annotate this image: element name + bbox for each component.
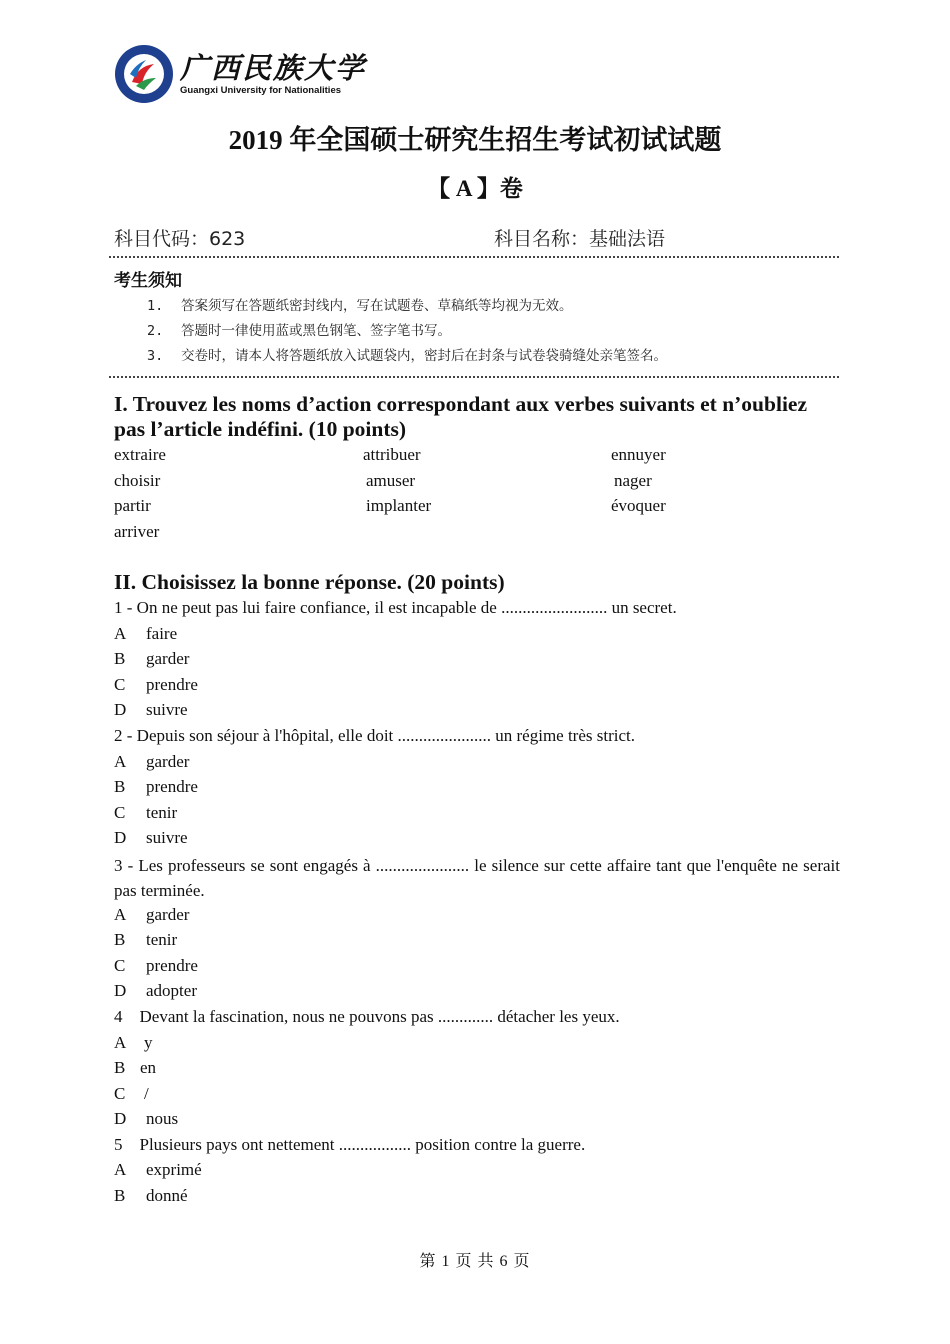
answer-option: A y: [114, 1033, 153, 1052]
verb-word: choisir: [114, 471, 161, 490]
answer-option: C tenir: [114, 803, 178, 822]
answer-option: D nous: [114, 1109, 179, 1128]
verb-word: extraire: [114, 445, 166, 464]
answer-option: B en: [114, 1058, 157, 1077]
answer-option: D suivre: [114, 700, 188, 719]
university-emblem-icon: [114, 44, 174, 104]
notice-heading: 考生须知: [114, 271, 182, 291]
question-text: 3 - Les professeurs se sont engagés à ...................... le silence sur cette affaire tant que l'enquête ne serait pas terminée.: [114, 856, 840, 900]
verb-word: partir: [114, 496, 151, 515]
section2-heading: II. Choisissez la bonne réponse. (20 points): [114, 570, 505, 594]
dotted-divider: [109, 376, 839, 378]
verb-word: nager: [614, 471, 652, 490]
answer-option: B donné: [114, 1186, 188, 1205]
notice-item: 1. 答案须写在答题纸密封线内，写在试题卷、草稿纸等均视为无效。: [147, 298, 573, 314]
verb-word: attribuer: [363, 445, 421, 464]
exam-title: 2019 年全国硕士研究生招生考试初试试题: [228, 125, 722, 155]
verb-word: implanter: [366, 496, 432, 515]
question-text: 5 Plusieurs pays ont nettement ................. position contre la guerre.: [114, 1135, 586, 1154]
answer-option: C /: [114, 1084, 149, 1103]
question-text: 4 Devant la fascination, nous ne pouvons pas ............. détacher les yeux.: [114, 1007, 620, 1026]
answer-option: D adopter: [114, 981, 197, 1000]
notice-item: 3. 交卷时，请本人将答题纸放入试题袋内，密封后在封条与试卷袋骑缝处亲笔签名。: [147, 348, 667, 364]
answer-option: A faire: [114, 624, 178, 643]
verb-word: amuser: [366, 471, 416, 490]
verb-word: évoquer: [611, 496, 666, 515]
verb-word: ennuyer: [611, 445, 666, 464]
subject-name: 科目名称：基础法语: [494, 228, 666, 250]
question-text: 2 - Depuis son séjour à l'hôpital, elle doit ...................... un régime très strict.: [114, 726, 635, 745]
page-footer: 第 1 页 共 6 页: [419, 1253, 531, 1270]
answer-option: A garder: [114, 905, 190, 924]
question-text: 1 - On ne peut pas lui faire confiance, il est incapable de ......................... un secret.: [114, 598, 677, 617]
verb-word: arriver: [114, 522, 160, 541]
university-name-en: Guangxi University for Nationalities: [180, 85, 342, 96]
subject-code: 科目代码：623: [114, 228, 246, 250]
answer-option: D suivre: [114, 828, 188, 847]
answer-option: C prendre: [114, 956, 198, 975]
answer-option: B garder: [114, 649, 190, 668]
paper-label: 【 A 】卷: [427, 176, 523, 201]
answer-option: C prendre: [114, 675, 198, 694]
notice-item: 2. 答题时一律使用蓝或黑色钢笔、签字笔书写。: [147, 323, 451, 339]
answer-option: B prendre: [114, 777, 198, 796]
answer-option: A exprimé: [114, 1160, 202, 1179]
section1-heading-cont: pas l’article indéfini. (10 points): [114, 417, 407, 441]
answer-option: B tenir: [114, 930, 178, 949]
section1-heading: I. Trouvez les noms d’action correspondant aux verbes suivants et n’oubliez: [114, 392, 808, 416]
university-name-cn: 广西民族大学: [180, 51, 367, 85]
dotted-divider: [109, 256, 839, 258]
answer-option: A garder: [114, 752, 190, 771]
